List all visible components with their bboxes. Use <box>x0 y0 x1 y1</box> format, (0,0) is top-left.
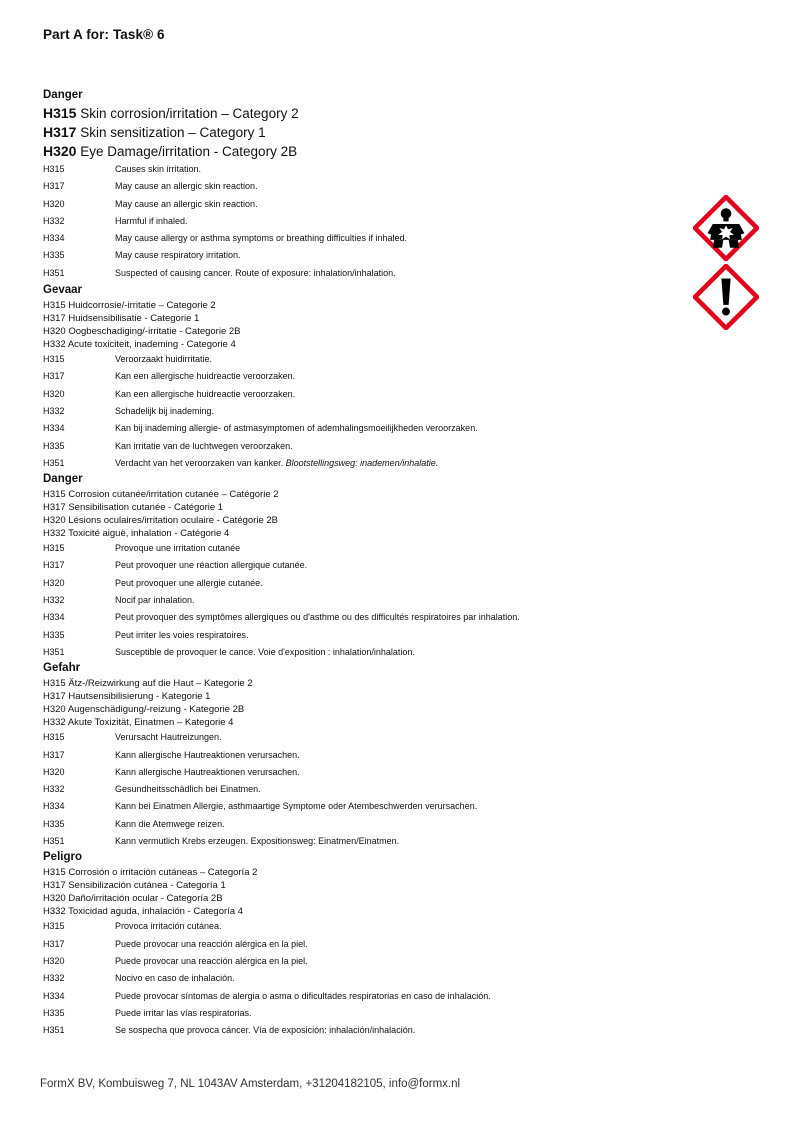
signal-word: Danger <box>43 89 83 101</box>
statement-text: Peut irriter les voies respiratoires. <box>115 629 249 640</box>
section-french <box>43 472 683 661</box>
statement-text: Veroorzaakt huidirritatie. <box>115 354 213 365</box>
hazard-content <box>43 88 683 1039</box>
statement-row <box>43 764 683 781</box>
statement-text: Puede irritar las vías respiratorias. <box>115 1007 252 1018</box>
classification-line: H317 Sensibilización cutánea - Categoría 1 <box>43 880 226 892</box>
statement-code: H332 <box>43 215 65 226</box>
statement-row <box>43 540 683 557</box>
statement-row <box>43 265 683 282</box>
signal-word: Gevaar <box>43 284 83 297</box>
classification-line: H332 Akute Toxizität, Einatmen – Kategorie 4 <box>43 717 234 729</box>
ghs-pictograms <box>693 195 759 333</box>
statement-text: Peut provoquer une réaction allergique cutanée. <box>115 560 308 571</box>
classification-line: H320 Lésions oculaires/irritation oculaire - Catégorie 2B <box>43 515 278 527</box>
statement-code: H332 <box>43 595 65 606</box>
statement-row <box>43 368 683 385</box>
statement-row <box>43 918 683 935</box>
statement-code: H332 <box>43 784 65 795</box>
statement-text <box>115 455 683 472</box>
classification-line <box>43 142 683 161</box>
statement-row <box>43 592 683 609</box>
statement-row <box>43 213 683 230</box>
statement-row <box>43 403 683 420</box>
statement-code: H332 <box>43 405 65 416</box>
classification-line <box>43 123 683 142</box>
classification-line: H317 Sensibilisation cutanée - Catégorie 1 <box>43 502 224 514</box>
statement-code: H320 <box>43 577 65 588</box>
statement-row <box>43 178 683 195</box>
classification-line: H320 Augenschädigung/-reizung - Kategorie 2B <box>43 704 245 716</box>
statement-code: H335 <box>43 629 65 640</box>
statement-text: Kann allergische Hautreaktionen verursachen. <box>115 749 300 760</box>
footer-contact: FormX BV, Kombuisweg 7, NL 1043AV Amsterdam, +31204182105, info@formx.nl <box>40 1078 461 1090</box>
signal-word: Gefahr <box>43 662 81 675</box>
statement-row <box>43 438 683 455</box>
statement-row <box>43 575 683 592</box>
statement-row <box>43 953 683 970</box>
statement-code: H335 <box>43 818 65 829</box>
statement-code: H334 <box>43 990 65 1001</box>
classification-line: H317 Hautsensibilisierung - Kategorie 1 <box>43 691 211 703</box>
statement-row <box>43 351 683 368</box>
statement-row <box>43 798 683 815</box>
statement-row <box>43 644 683 661</box>
statement-code: H335 <box>43 440 65 451</box>
statement-text: Nocif par inhalation. <box>115 595 195 606</box>
page-title: Part A for: Task® 6 <box>43 27 165 42</box>
statement-text: Kan irritatie van de luchtwegen veroorzaken. <box>115 440 293 451</box>
statement-code: H334 <box>43 801 65 812</box>
classification-line: H320 Oogbeschadiging/-irritatie - Categorie 2B <box>43 326 241 338</box>
statement-row <box>43 747 683 764</box>
classification-line: H315 Corrosión o irritación cutáneas – Categoría 2 <box>43 867 258 879</box>
statement-text: Suspected of causing cancer. Route of exposure: inhalation/inhalation. <box>115 267 396 278</box>
statement-row <box>43 230 683 247</box>
health-hazard-icon <box>693 195 759 261</box>
statement-code: H335 <box>43 1007 65 1018</box>
statement-text: Kann die Atemwege reizen. <box>115 818 225 829</box>
statement-row <box>43 816 683 833</box>
classification-line: H317 Huidsensibilisatie - Categorie 1 <box>43 313 200 325</box>
statement-text: Kann bei Einatmen Allergie, asthmaartige Symptome oder Atembeschwerden verursachen. <box>115 801 478 812</box>
statement-text: Harmful if inhaled. <box>115 215 188 226</box>
statement-row <box>43 729 683 746</box>
statement-text: Kan bij inademing allergie- of astmasymptomen of ademhalingsmoeilijkheden veroorzaken. <box>115 423 478 434</box>
statement-text: May cause allergy or asthma symptoms or breathing difficulties if inhaled. <box>115 233 407 244</box>
statement-text: Kan een allergische huidreactie veroorzaken. <box>115 371 296 382</box>
statement-code: H334 <box>43 233 65 244</box>
statement-code: H317 <box>43 371 65 382</box>
statement-code: H351 <box>43 1025 65 1036</box>
classification-line: H332 Toxicidad aguda, inhalación - Categoría 4 <box>43 906 243 918</box>
signal-word: Peligro <box>43 851 82 864</box>
statement-text: Se sospecha que provoca cáncer. Vía de exposición: inhalación/inhalación. <box>115 1025 416 1036</box>
statement-code: H334 <box>43 612 65 623</box>
classification-text: Skin corrosion/irritation – Category 2 <box>80 106 299 121</box>
statement-row <box>43 386 683 403</box>
statement-text: Nocivo en caso de inhalación. <box>115 973 235 984</box>
statement-text: Causes skin irritation. <box>115 164 202 174</box>
statement-code: H317 <box>43 938 65 949</box>
statement-text-main: Verdacht van het veroorzaken van kanker. <box>115 457 284 468</box>
classification-text: Skin sensitization – Category 1 <box>80 125 266 140</box>
statement-row <box>43 161 683 178</box>
statement-text: Kann allergische Hautreaktionen verursachen. <box>115 766 300 777</box>
statement-code: H315 <box>43 543 65 554</box>
statement-text-italic: Blootstellingsweg: inademen/inhalatie. <box>285 457 439 468</box>
statement-code: H334 <box>43 423 65 434</box>
classification-line: H315 Corrosion cutanée/irritation cutanée – Catégorie 2 <box>43 489 279 501</box>
signal-word: Danger <box>43 473 83 486</box>
statement-row <box>43 627 683 644</box>
classification-code: H320 <box>43 143 77 159</box>
section-spanish <box>43 850 683 1039</box>
statement-code: H315 <box>43 164 65 174</box>
statement-text: May cause respiratory irritation. <box>115 250 241 261</box>
classification-text: Eye Damage/irritation - Category 2B <box>80 144 298 159</box>
statement-row <box>43 247 683 264</box>
statement-text: Provoque une irritation cutanée <box>115 543 241 554</box>
statement-code: H332 <box>43 973 65 984</box>
statement-text: Verursacht Hautreizungen. <box>115 732 222 743</box>
statement-code: H320 <box>43 198 65 209</box>
classification-line <box>43 104 683 123</box>
statement-text: Kan een allergische huidreactie veroorzaken. <box>115 388 296 399</box>
statement-text: Gesundheitsschädlich bei Einatmen. <box>115 784 261 795</box>
statement-row <box>43 420 683 437</box>
statement-code: H317 <box>43 181 65 192</box>
statement-text: Peut provoquer des symptômes allergiques ou d'asthme ou des difficultés respiratoires par inhalation. <box>115 612 520 623</box>
exclamation-mark-icon <box>693 264 759 330</box>
statement-text: Puede provocar una reacción alérgica en la piel. <box>115 938 308 949</box>
statement-code: H335 <box>43 250 65 261</box>
statement-code: H351 <box>43 457 65 468</box>
statement-row <box>43 833 683 850</box>
classification-line: H315 Huidcorrosie/-irritatie – Categorie 2 <box>43 300 216 312</box>
statement-row <box>43 1005 683 1022</box>
classification-line: H320 Daño/irritación ocular - Categoría 2B <box>43 893 223 905</box>
statement-row <box>43 609 683 626</box>
statement-text: Peut provoquer une allergie cutanée. <box>115 577 263 588</box>
statement-text: May cause an allergic skin reaction. <box>115 198 258 209</box>
statement-code: H351 <box>43 836 65 847</box>
statement-code: H315 <box>43 732 65 743</box>
statement-code: H317 <box>43 749 65 760</box>
statement-code: H320 <box>43 955 65 966</box>
statement-text: Provoca irritación cutánea. <box>115 921 222 932</box>
statement-row <box>43 936 683 953</box>
statement-row <box>43 455 683 472</box>
statement-text: Susceptible de provoquer le cance. Voie d'exposition : inhalation/inhalation. <box>115 646 415 657</box>
statement-code: H317 <box>43 560 65 571</box>
statement-row <box>43 781 683 798</box>
statement-row <box>43 988 683 1005</box>
section-german <box>43 661 683 850</box>
statement-text: Puede provocar síntomas de alergia o asma o dificultades respiratorias en caso de inhalación. <box>115 990 491 1001</box>
statement-text: Kann vermutlich Krebs erzeugen. Expositionsweg: Einatmen/Einatmen. <box>115 836 400 847</box>
statement-text: Puede provocar una reacción alérgica en la piel. <box>115 955 308 966</box>
statement-row <box>43 1022 683 1039</box>
classification-line: H315 Ätz-/Reizwirkung auf die Haut – Kategorie 2 <box>43 678 253 690</box>
statement-text: Schadelijk bij inademing. <box>115 405 215 416</box>
classification-line: H332 Toxicité aiguë, inhalation - Catégorie 4 <box>43 528 230 540</box>
statement-row <box>43 970 683 987</box>
section-english <box>43 88 683 282</box>
section-dutch <box>43 283 683 472</box>
statement-code: H351 <box>43 267 65 278</box>
statement-text: May cause an allergic skin reaction. <box>115 181 258 192</box>
statement-code: H320 <box>43 388 65 399</box>
statement-code: H315 <box>43 921 65 932</box>
statement-code: H320 <box>43 766 65 777</box>
classification-code: H317 <box>43 124 77 140</box>
statement-row <box>43 557 683 574</box>
classification-line: H332 Acute toxiciteit, inademing - Categorie 4 <box>43 339 236 351</box>
statement-row <box>43 196 683 213</box>
classification-code: H315 <box>43 105 77 121</box>
statement-code: H351 <box>43 646 65 657</box>
statement-code: H315 <box>43 354 65 365</box>
